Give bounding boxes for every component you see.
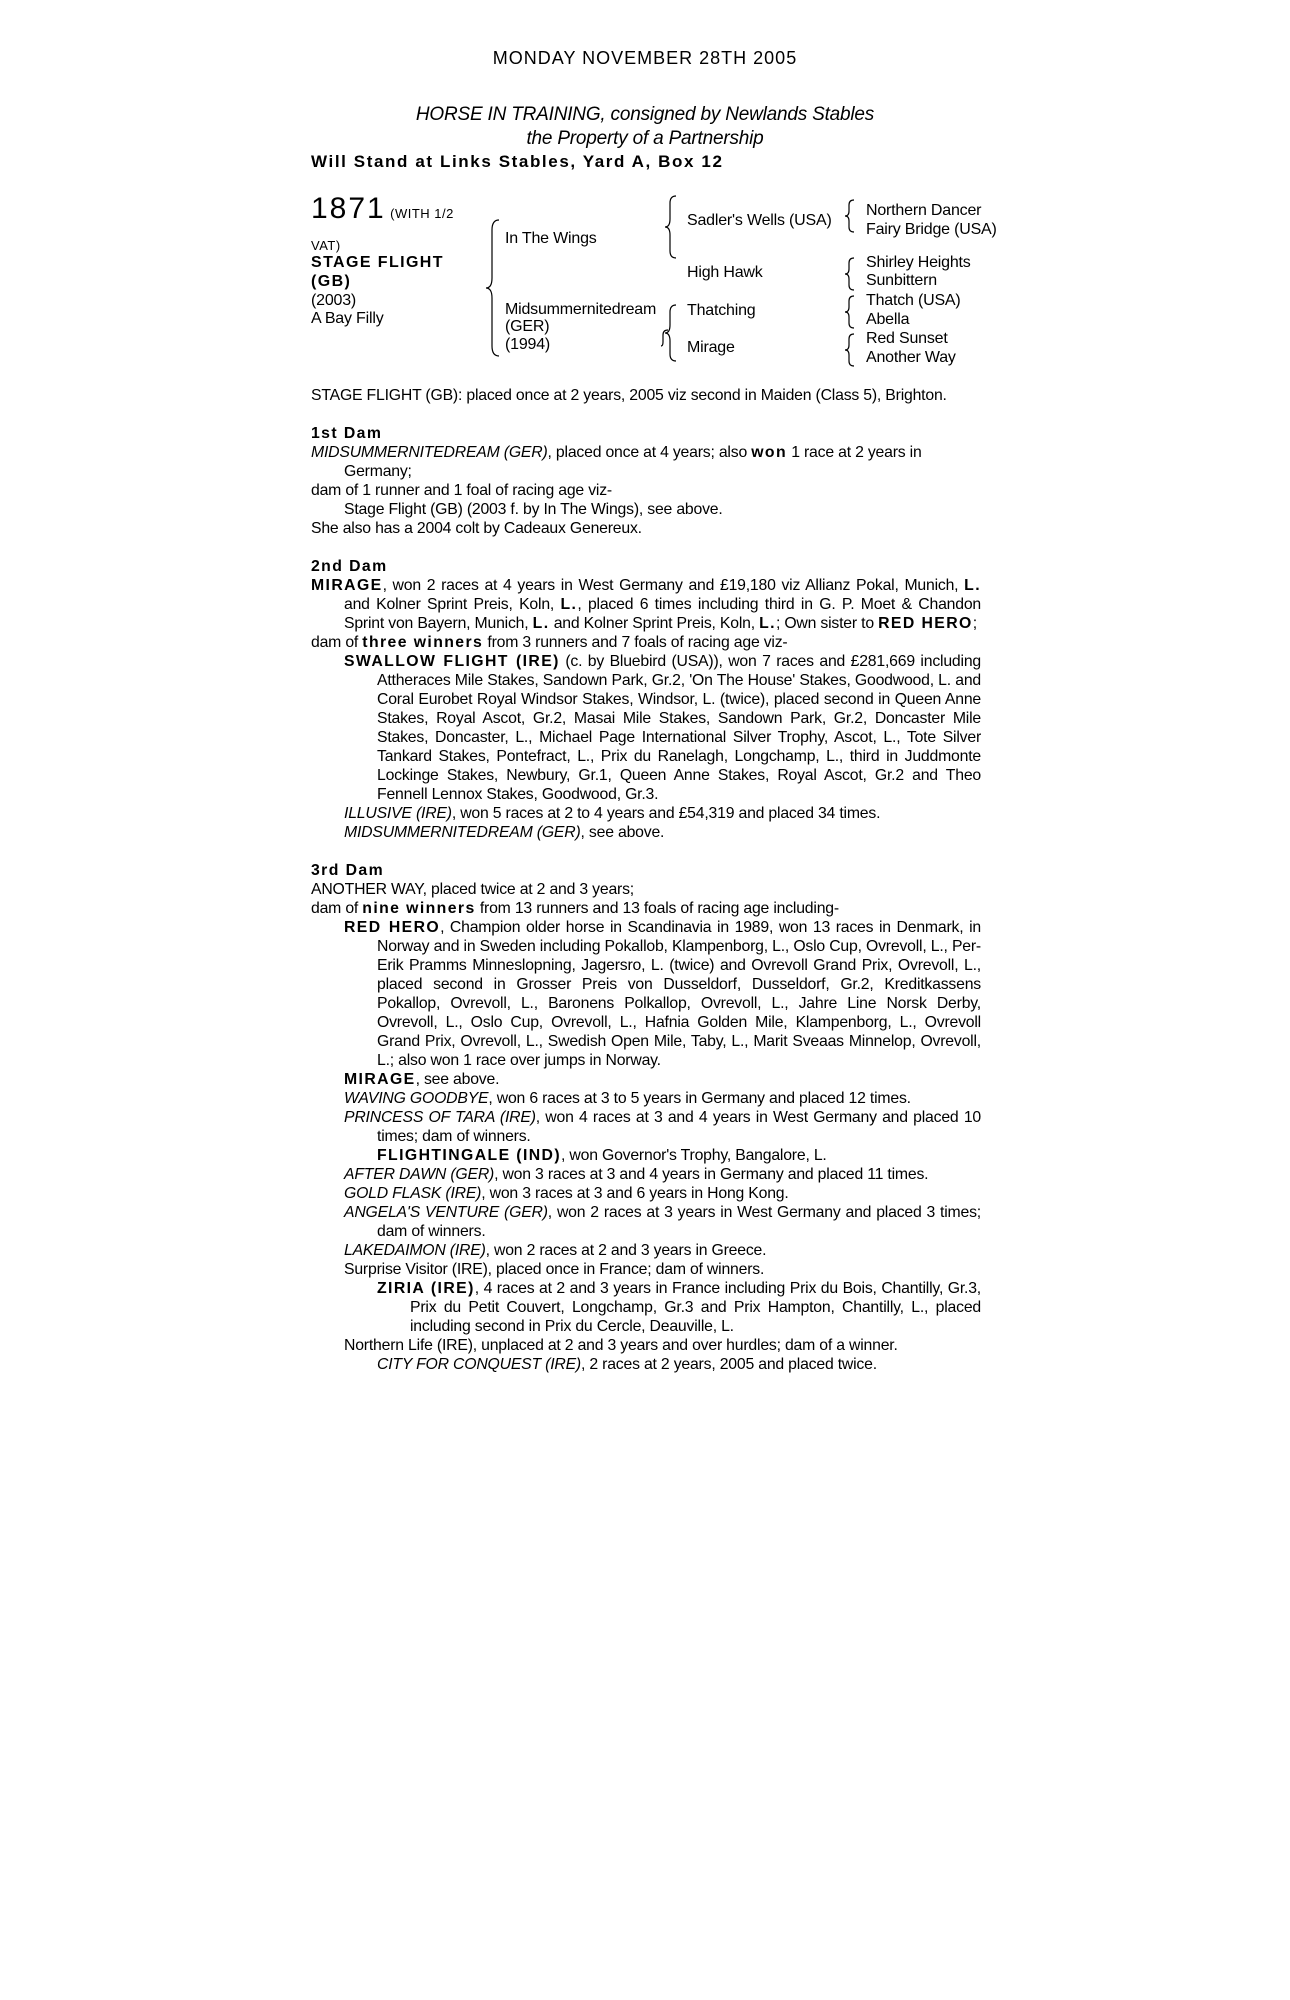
progeny-midsummernitedream bbox=[311, 823, 981, 842]
vat-note: (WITH 1/2 bbox=[390, 206, 454, 221]
progeny-princess-of-tara bbox=[311, 1108, 981, 1146]
progeny-name: WAVING GOODBYE bbox=[344, 1090, 489, 1107]
summary-paragraph bbox=[311, 386, 981, 405]
produce-text: dam of bbox=[311, 634, 363, 651]
pedigree-dss: Thatch (USA) bbox=[866, 292, 961, 309]
progeny-record: , 2 races at 2 years, 2005 and placed twice. bbox=[580, 1356, 877, 1373]
progeny-flightingale bbox=[311, 1146, 981, 1165]
brace-ds bbox=[844, 294, 856, 330]
brace-generation-1 bbox=[485, 218, 501, 358]
second-dam-heading: 2nd Dam bbox=[311, 558, 388, 575]
progeny-city-for-conquest bbox=[311, 1355, 981, 1374]
pedigree-dam-year: (1994) bbox=[505, 336, 551, 353]
pedigree-dam: Midsummernitedream bbox=[505, 301, 657, 318]
produce-text-2: from 13 runners and 13 foals of racing age including- bbox=[475, 900, 839, 917]
brace-sire-side bbox=[664, 194, 678, 260]
progeny-name: FLIGHTINGALE (IND) bbox=[377, 1147, 562, 1164]
horse-name: STAGE FLIGHT bbox=[311, 254, 444, 271]
progeny-after-dawn bbox=[311, 1165, 981, 1184]
progeny-record: , won 6 races at 3 to 5 years in Germany and placed 12 times. bbox=[488, 1090, 911, 1107]
ownership-line: the Property of a Partnership bbox=[526, 128, 764, 149]
consignment-line: HORSE IN TRAINING, consigned by Newlands Stables bbox=[415, 104, 875, 125]
progeny-record: , won 3 races at 3 and 4 years in Germany and placed 11 times. bbox=[494, 1166, 929, 1183]
progeny-waving-goodbye bbox=[311, 1089, 981, 1108]
brace-dd bbox=[844, 332, 856, 368]
second-dam-produce bbox=[311, 633, 981, 652]
third-dam-produce bbox=[311, 899, 981, 918]
listed-mark: L. bbox=[532, 615, 550, 632]
progeny-name: ZIRIA (IRE) bbox=[377, 1280, 475, 1297]
second-dam-text-6: ; bbox=[972, 615, 977, 632]
progeny-mirage bbox=[311, 1070, 981, 1089]
summary-text: : placed once at 2 years, 2005 viz second in Maiden (Class 5), Brighton. bbox=[457, 387, 947, 404]
progeny-angelas-venture bbox=[311, 1203, 981, 1241]
first-dam-also: She also has a 2004 colt by Cadeaux Genereux. bbox=[311, 520, 642, 537]
progeny-record: (c. by Bluebird (USA)), won 7 races and £281,669 including Attheraces Mile Stakes, Sandown Park, Gr.2, 'On The House' Stakes, Goodwood, L. and Coral Eurobet Royal Windsor Stakes, Windsor, L. (twice), placed second in Queen Anne Stakes, Royal Ascot, Gr.2, Masai Mile Stakes, Sandown Park, Gr.2, Doncaster Mile Stakes, Doncaster, L., Michael Page International Silver Trophy, Ascot, L., Tote Silver Tankard Stakes, Pontefract, L., Prix du Ranelagh, Longchamp, L., third in Juddmonte Lockinge Stakes, Newbury, Gr.1, Queen Anne Stakes, Royal Ascot, Gr.2 and Theo Fennell Lennox Stakes, Goodwood, Gr.3. bbox=[377, 653, 981, 803]
lot-number-row bbox=[311, 192, 454, 226]
listed-mark: L. bbox=[560, 596, 578, 613]
winners-count: nine winners bbox=[362, 900, 476, 917]
first-dam-text: , placed once at 4 years; also bbox=[547, 444, 752, 461]
progeny-record: , see above. bbox=[580, 824, 665, 841]
progeny-lakedaimon bbox=[311, 1241, 981, 1260]
first-dam-record bbox=[311, 443, 981, 481]
summary-horse-name: STAGE FLIGHT (GB) bbox=[311, 387, 458, 404]
progeny-record: , won Governor's Trophy, Bangalore, L. bbox=[561, 1147, 827, 1164]
pedigree-dam-sire: Thatching bbox=[687, 302, 756, 319]
progeny-record: , won 4 races at 3 and 4 years in West Germany and placed 10 times; dam of winners. bbox=[377, 1109, 981, 1145]
progeny-ziria bbox=[311, 1279, 981, 1336]
third-dam-heading: 3rd Dam bbox=[311, 862, 385, 879]
catalogue-body bbox=[311, 386, 981, 1374]
pedigree-dsd: Abella bbox=[866, 311, 910, 328]
second-dam-name: MIRAGE bbox=[311, 577, 383, 594]
brace-sd bbox=[844, 256, 856, 292]
second-dam-text-2: and Kolner Sprint Preis, Koln, bbox=[344, 596, 561, 613]
pedigree-dam-origin: (GER) bbox=[505, 318, 550, 335]
third-dam-record: ANOTHER WAY, placed twice at 2 and 3 years; bbox=[311, 881, 634, 898]
progeny-name: RED HERO bbox=[344, 919, 441, 936]
first-dam-text-2: 1 race at 2 years in Germany; bbox=[344, 444, 922, 480]
progeny-surprise-visitor: Surprise Visitor (IRE), placed once in France; dam of winners. bbox=[344, 1261, 765, 1278]
pedigree-sdd: Sunbittern bbox=[866, 272, 937, 289]
progeny-record: , 4 races at 2 and 3 years in France including Prix du Bois, Chantilly, Gr.3, Prix du Petit Couvert, Longchamp, Gr.3 and Prix Hampton, Chantilly, L., placed including second in Prix du Cercle, Deauville, L. bbox=[410, 1280, 981, 1335]
pedigree-sire-sire: Sadler's Wells (USA) bbox=[687, 212, 832, 229]
progeny-name: SWALLOW FLIGHT (IRE) bbox=[344, 653, 560, 670]
lot-number: 1871 bbox=[311, 192, 386, 225]
vat-note-cont: VAT) bbox=[311, 238, 341, 253]
first-dam-produce: dam of 1 runner and 1 foal of racing age viz- bbox=[311, 482, 612, 499]
progeny-illusive bbox=[311, 804, 981, 823]
brace-midsummer bbox=[660, 328, 670, 368]
progeny-record: , Champion older horse in Scandinavia in 1989, won 13 races in Denmark, in Norway and in Sweden including Pokallob, Klampenborg, L., Oslo Cup, Ovrevoll, L., Per-Erik Pramms Minneslopning, Jagersro, L. (twice) and Ovrevoll Grand Prix, Ovrevoll, L., placed second in Grosser Preis von Dusseldorf, Dusseldorf, Gr.2, Kreditkassens Pokallop, Ovrevoll, L., Baronens Polkallop, Ovrevoll, L., Jahre Line Norsk Derby, Ovrevoll, L., Oslo Cup, Ovrevoll, L., Hafnia Golden Mile, Klampenborg, L., Ovrevoll Grand Prix, Ovrevoll, L., Swedish Open Mile, Taby, L., Marit Sveaas Minnelop, Ovrevoll, L.; also won 1 race over jumps in Norway. bbox=[377, 919, 981, 1069]
horse-origin: (GB) bbox=[311, 273, 352, 290]
progeny-gold-flask bbox=[311, 1184, 981, 1203]
horse-description: A Bay Filly bbox=[311, 310, 384, 327]
stand-location: Will Stand at Links Stables, Yard A, Box 12 bbox=[311, 152, 724, 171]
pedigree-sire-dam: High Hawk bbox=[687, 264, 763, 281]
second-dam-text-5: ; Own sister to bbox=[775, 615, 879, 632]
second-dam-record bbox=[311, 576, 981, 633]
first-dam-name: MIDSUMMERNITEDREAM (GER) bbox=[311, 444, 548, 461]
sister-name: RED HERO bbox=[878, 615, 973, 632]
first-dam-heading: 1st Dam bbox=[311, 425, 383, 442]
produce-text-2: from 3 runners and 7 foals of racing age viz- bbox=[483, 634, 788, 651]
progeny-name: LAKEDAIMON (IRE) bbox=[344, 1242, 486, 1259]
pedigree-ddd: Another Way bbox=[866, 349, 956, 366]
first-dam-won: won bbox=[751, 444, 788, 461]
pedigree-sds: Shirley Heights bbox=[866, 254, 971, 271]
progeny-name: CITY FOR CONQUEST (IRE) bbox=[377, 1356, 581, 1373]
winners-count: three winners bbox=[362, 634, 484, 651]
progeny-record: , won 2 races at 3 years in West Germany and placed 3 times; dam of winners. bbox=[377, 1204, 981, 1240]
progeny-name: AFTER DAWN (GER) bbox=[344, 1166, 495, 1183]
pedigree-ssd: Fairy Bridge (USA) bbox=[866, 221, 997, 238]
sale-date: MONDAY NOVEMBER 28TH 2005 bbox=[492, 48, 798, 68]
pedigree-sire: In The Wings bbox=[505, 230, 597, 247]
progeny-name: ILLUSIVE (IRE) bbox=[344, 805, 452, 822]
progeny-name: ANGELA'S VENTURE (GER) bbox=[344, 1204, 548, 1221]
first-dam-progeny: Stage Flight (GB) (2003 f. by In The Wings), see above. bbox=[344, 501, 723, 518]
progeny-red-hero bbox=[311, 918, 981, 1070]
pedigree-sss: Northern Dancer bbox=[866, 202, 982, 219]
pedigree-dam-dam: Mirage bbox=[687, 339, 735, 356]
second-dam-text-3: , placed 6 times including third in G. P. Moet & Chandon Sprint von Bayern, Munich, bbox=[344, 596, 981, 632]
progeny-record: , won 5 races at 2 to 4 years and £54,319 and placed 34 times. bbox=[451, 805, 881, 822]
progeny-northern-life: Northern Life (IRE), unplaced at 2 and 3 years and over hurdles; dam of a winner. bbox=[344, 1337, 898, 1354]
progeny-name: GOLD FLASK (IRE) bbox=[344, 1185, 482, 1202]
progeny-swallow-flight bbox=[311, 652, 981, 804]
progeny-record: , see above. bbox=[415, 1071, 500, 1088]
produce-text: dam of bbox=[311, 900, 363, 917]
second-dam-text-4: and Kolner Sprint Preis, Koln, bbox=[549, 615, 760, 632]
progeny-name: MIRAGE bbox=[344, 1071, 416, 1088]
progeny-name: MIDSUMMERNITEDREAM (GER) bbox=[344, 824, 581, 841]
progeny-record: , won 2 races at 2 and 3 years in Greece. bbox=[485, 1242, 767, 1259]
brace-ss bbox=[844, 198, 856, 234]
progeny-record: , won 3 races at 3 and 6 years in Hong Kong. bbox=[481, 1185, 789, 1202]
pedigree-dds: Red Sunset bbox=[866, 330, 948, 347]
progeny-name: PRINCESS OF TARA (IRE) bbox=[344, 1109, 536, 1126]
listed-mark: L. bbox=[964, 577, 981, 594]
second-dam-text-1: , won 2 races at 4 years in West Germany and £19,180 viz Allianz Pokal, Munich, bbox=[382, 577, 965, 594]
listed-mark: L. bbox=[759, 615, 776, 632]
horse-year: (2003) bbox=[311, 292, 357, 309]
